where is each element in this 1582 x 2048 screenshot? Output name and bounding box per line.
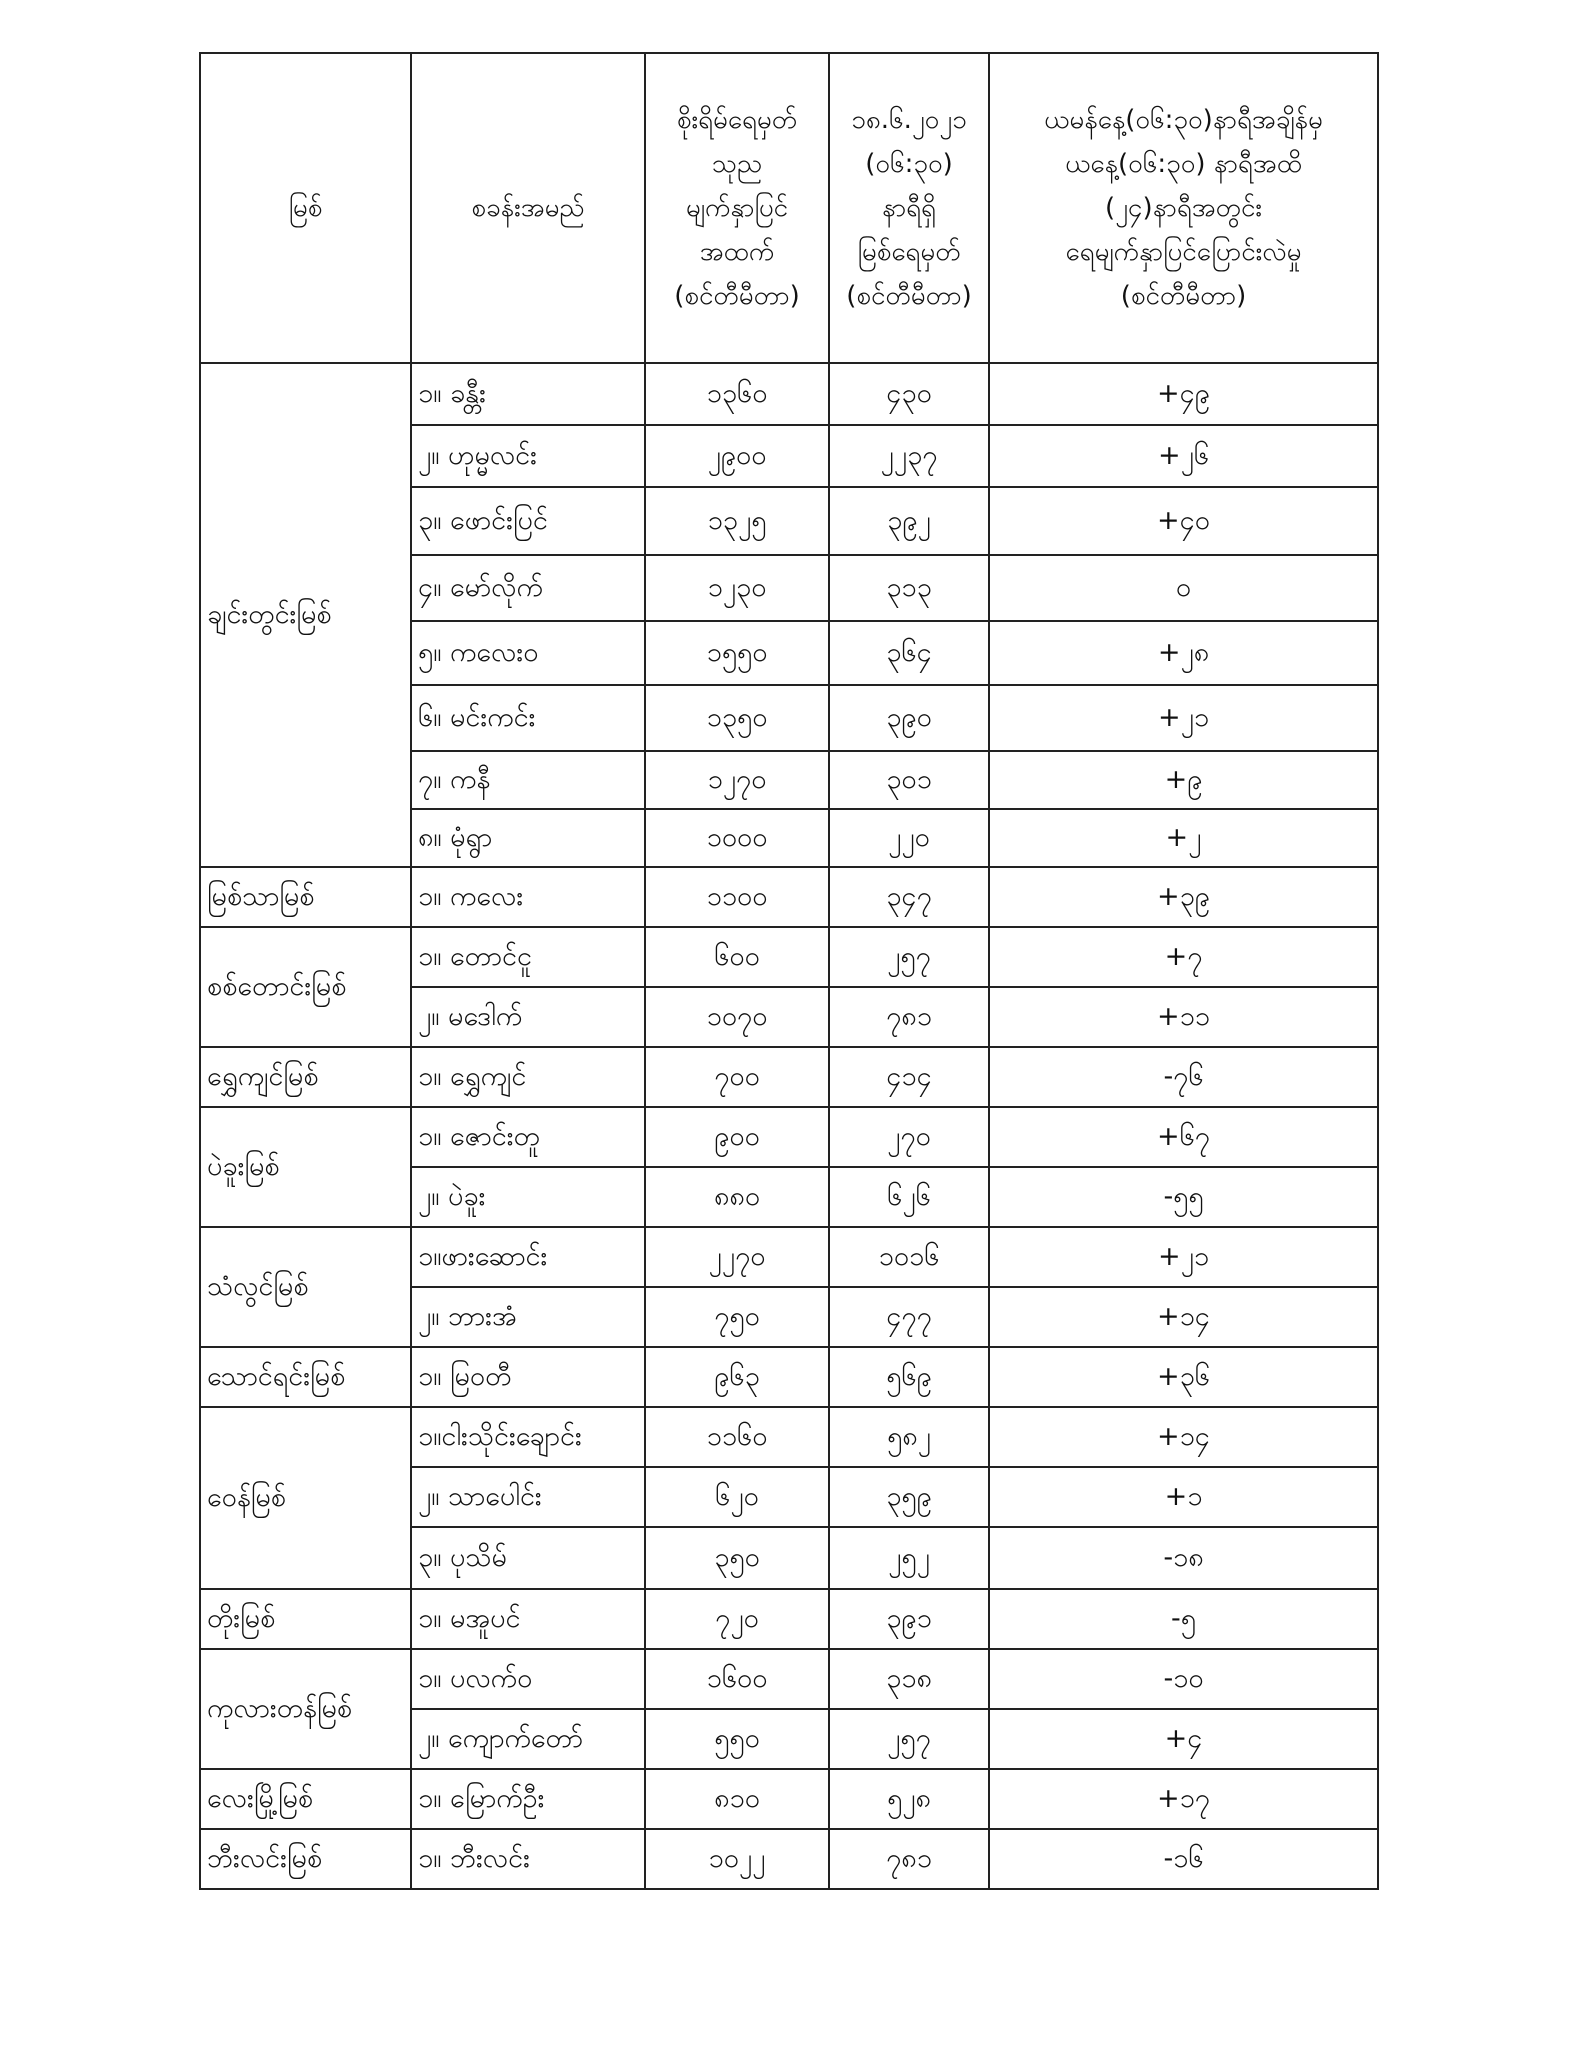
header-danger-level: စိုးရိမ်ရေမှတ် သုည မျက်နှာပြင် အထက် (စင်တီမီတာ) xyxy=(645,53,829,363)
danger-level-cell: ၁၁၆၀ xyxy=(645,1407,829,1467)
station-cell: ၈။ မုံရွာ xyxy=(411,809,645,867)
station-cell: ၁။ ကလေး xyxy=(411,867,645,927)
river-water-level-table xyxy=(199,52,1379,1890)
change-cell: +၁၄ xyxy=(989,1287,1378,1347)
water-level-cell: ၄၃၀ xyxy=(829,363,989,425)
table-row xyxy=(200,1047,1378,1107)
change-cell: +၂၁ xyxy=(989,685,1378,751)
station-cell: ၁။ တောင်ငူ xyxy=(411,927,645,987)
water-level-cell: ၄၇၇ xyxy=(829,1287,989,1347)
danger-level-cell: ၁၂၇၀ xyxy=(645,751,829,809)
table-body xyxy=(200,363,1378,1889)
danger-level-cell: ၁၃၅၀ xyxy=(645,685,829,751)
header-row xyxy=(200,53,1378,363)
table-row xyxy=(200,1589,1378,1649)
danger-level-cell: ၆၂၀ xyxy=(645,1467,829,1527)
danger-level-cell: ၁၃၂၅ xyxy=(645,487,829,555)
danger-level-cell: ၁၀၂၂ xyxy=(645,1829,829,1889)
river-name-cell: ဝေန်မြစ် xyxy=(200,1407,411,1589)
danger-level-cell: ၇၅၀ xyxy=(645,1287,829,1347)
danger-level-cell: ၈၈၀ xyxy=(645,1167,829,1227)
change-cell: +၂၁ xyxy=(989,1227,1378,1287)
water-level-cell: ၆၂၆ xyxy=(829,1167,989,1227)
change-cell: +၄၉ xyxy=(989,363,1378,425)
river-name-cell: ပဲခူးမြစ် xyxy=(200,1107,411,1227)
station-cell: ၃။ ဖောင်းပြင် xyxy=(411,487,645,555)
table-row xyxy=(200,867,1378,927)
station-cell: ၁။ မအူပင် xyxy=(411,1589,645,1649)
change-cell: -၁၈ xyxy=(989,1527,1378,1589)
danger-level-cell: ၇၂၀ xyxy=(645,1589,829,1649)
river-name-cell: ချင်းတွင်းမြစ် xyxy=(200,363,411,867)
change-cell: +၁ xyxy=(989,1467,1378,1527)
danger-level-cell: ၁၂၃၀ xyxy=(645,555,829,621)
header-station: စခန်းအမည် xyxy=(411,53,645,363)
danger-level-cell: ၉၀၀ xyxy=(645,1107,829,1167)
water-level-cell: ၃၄၇ xyxy=(829,867,989,927)
change-cell: +၂ xyxy=(989,809,1378,867)
change-cell: ၀ xyxy=(989,555,1378,621)
river-name-cell: လေးမြို့မြစ် xyxy=(200,1769,411,1829)
station-cell: ၁။ ဇောင်းတူ xyxy=(411,1107,645,1167)
station-cell: ၂။ မဒေါက် xyxy=(411,987,645,1047)
table-row xyxy=(200,1829,1378,1889)
river-name-cell: သံလွင်မြစ် xyxy=(200,1227,411,1347)
water-level-cell: ၂၅၂ xyxy=(829,1527,989,1589)
water-level-cell: ၅၈၂ xyxy=(829,1407,989,1467)
change-cell: +၂၆ xyxy=(989,425,1378,487)
station-cell: ၂။ ကျောက်တော် xyxy=(411,1709,645,1769)
change-cell: +၁၇ xyxy=(989,1769,1378,1829)
station-cell: ၂။ ဟုမ္မလင်း xyxy=(411,425,645,487)
water-level-cell: ၃၉၂ xyxy=(829,487,989,555)
station-cell: ၁။ ရွှေကျင် xyxy=(411,1047,645,1107)
change-cell: -၇၆ xyxy=(989,1047,1378,1107)
water-level-cell: ၃၉၀ xyxy=(829,685,989,751)
water-level-cell: ၇၈၁ xyxy=(829,987,989,1047)
water-level-cell: ၇၈၁ xyxy=(829,1829,989,1889)
change-cell: +၁၄ xyxy=(989,1407,1378,1467)
water-level-cell: ၂၅၇ xyxy=(829,927,989,987)
river-name-cell: သောင်ရင်းမြစ် xyxy=(200,1347,411,1407)
table-row xyxy=(200,927,1378,987)
danger-level-cell: ၂၂၇၀ xyxy=(645,1227,829,1287)
station-cell: ၇။ ကနီ xyxy=(411,751,645,809)
change-cell: +၂၈ xyxy=(989,621,1378,685)
station-cell: ၁။ ခန္တီး xyxy=(411,363,645,425)
change-cell: +၃၉ xyxy=(989,867,1378,927)
table-row xyxy=(200,1227,1378,1287)
change-cell: +၄ xyxy=(989,1709,1378,1769)
header-river: မြစ် xyxy=(200,53,411,363)
water-level-cell: ၂၇၀ xyxy=(829,1107,989,1167)
change-cell: -၁၀ xyxy=(989,1649,1378,1709)
water-level-cell: ၃၀၁ xyxy=(829,751,989,809)
change-cell: +၉ xyxy=(989,751,1378,809)
change-cell: +၆၇ xyxy=(989,1107,1378,1167)
danger-level-cell: ၈၁၀ xyxy=(645,1769,829,1829)
station-cell: ၂။ ပဲခူး xyxy=(411,1167,645,1227)
danger-level-cell: ၁၃၆၀ xyxy=(645,363,829,425)
station-cell: ၆။ မင်းကင်း xyxy=(411,685,645,751)
header-24h-change: ယမန်နေ့(၀၆:၃၀)နာရီအချိန်မှ ယနေ့(၀၆:၃၀) နာရီအထိ (၂၄)နာရီအတွင်း ရေမျက်နှာပြင်ပြောင်းလဲမှု (စင်တီမီတာ) xyxy=(989,53,1378,363)
river-name-cell: မြစ်သာမြစ် xyxy=(200,867,411,927)
station-cell: ၁။ မြောက်ဦး xyxy=(411,1769,645,1829)
change-cell: +၄၀ xyxy=(989,487,1378,555)
water-level-cell: ၃၉၁ xyxy=(829,1589,989,1649)
change-cell: +၇ xyxy=(989,927,1378,987)
danger-level-cell: ၆၀၀ xyxy=(645,927,829,987)
danger-level-cell: ၁၀၀၀ xyxy=(645,809,829,867)
river-name-cell: စစ်တောင်းမြစ် xyxy=(200,927,411,1047)
station-cell: ၄။ မော်လိုက် xyxy=(411,555,645,621)
water-level-cell: ၂၅၇ xyxy=(829,1709,989,1769)
station-cell: ၁။ ပလက်ဝ xyxy=(411,1649,645,1709)
table-row xyxy=(200,1107,1378,1167)
river-name-cell: ဘီးလင်းမြစ် xyxy=(200,1829,411,1889)
water-level-cell: ၃၆၄ xyxy=(829,621,989,685)
water-level-cell: ၄၁၄ xyxy=(829,1047,989,1107)
station-cell: ၂။ သာပေါင်း xyxy=(411,1467,645,1527)
danger-level-cell: ၃၅၀ xyxy=(645,1527,829,1589)
station-cell: ၁။ဖားဆောင်း xyxy=(411,1227,645,1287)
danger-level-cell: ၁၆၀၀ xyxy=(645,1649,829,1709)
danger-level-cell: ၁၀၇၀ xyxy=(645,987,829,1047)
water-level-cell: ၃၁၃ xyxy=(829,555,989,621)
change-cell: -၅၅ xyxy=(989,1167,1378,1227)
water-level-cell: ၃၁၈ xyxy=(829,1649,989,1709)
water-level-cell: ၃၅၉ xyxy=(829,1467,989,1527)
station-cell: ၅။ ကလေးဝ xyxy=(411,621,645,685)
table-row xyxy=(200,1769,1378,1829)
water-level-cell: ၅၆၉ xyxy=(829,1347,989,1407)
danger-level-cell: ၁၅၅၀ xyxy=(645,621,829,685)
table-row xyxy=(200,1649,1378,1709)
change-cell: -၁၆ xyxy=(989,1829,1378,1889)
table-row xyxy=(200,363,1378,425)
header-water-level: ၁၈.၆.၂၀၂၁ (၀၆:၃၀) နာရီရှိ မြစ်ရေမှတ် (စင်တီမီတာ) xyxy=(829,53,989,363)
change-cell: +၁၁ xyxy=(989,987,1378,1047)
river-name-cell: တိုးမြစ် xyxy=(200,1589,411,1649)
water-level-cell: ၅၂၈ xyxy=(829,1769,989,1829)
change-cell: -၅ xyxy=(989,1589,1378,1649)
danger-level-cell: ၂၉၀၀ xyxy=(645,425,829,487)
danger-level-cell: ၅၅၀ xyxy=(645,1709,829,1769)
danger-level-cell: ၉၆၃ xyxy=(645,1347,829,1407)
water-level-cell: ၂၂၀ xyxy=(829,809,989,867)
river-name-cell: ရွှေကျင်မြစ် xyxy=(200,1047,411,1107)
water-level-cell: ၁၀၁၆ xyxy=(829,1227,989,1287)
station-cell: ၁။ငါးသိုင်းချောင်း xyxy=(411,1407,645,1467)
change-cell: +၃၆ xyxy=(989,1347,1378,1407)
table-row xyxy=(200,1347,1378,1407)
danger-level-cell: ၇၀၀ xyxy=(645,1047,829,1107)
station-cell: ၂။ ဘားအံ xyxy=(411,1287,645,1347)
station-cell: ၁။ မြဝတီ xyxy=(411,1347,645,1407)
table-row xyxy=(200,1407,1378,1467)
station-cell: ၃။ ပုသိမ် xyxy=(411,1527,645,1589)
water-level-cell: ၂၂၃၇ xyxy=(829,425,989,487)
danger-level-cell: ၁၁၀၀ xyxy=(645,867,829,927)
station-cell: ၁။ ဘီးလင်း xyxy=(411,1829,645,1889)
river-name-cell: ကုလားတန်မြစ် xyxy=(200,1649,411,1769)
